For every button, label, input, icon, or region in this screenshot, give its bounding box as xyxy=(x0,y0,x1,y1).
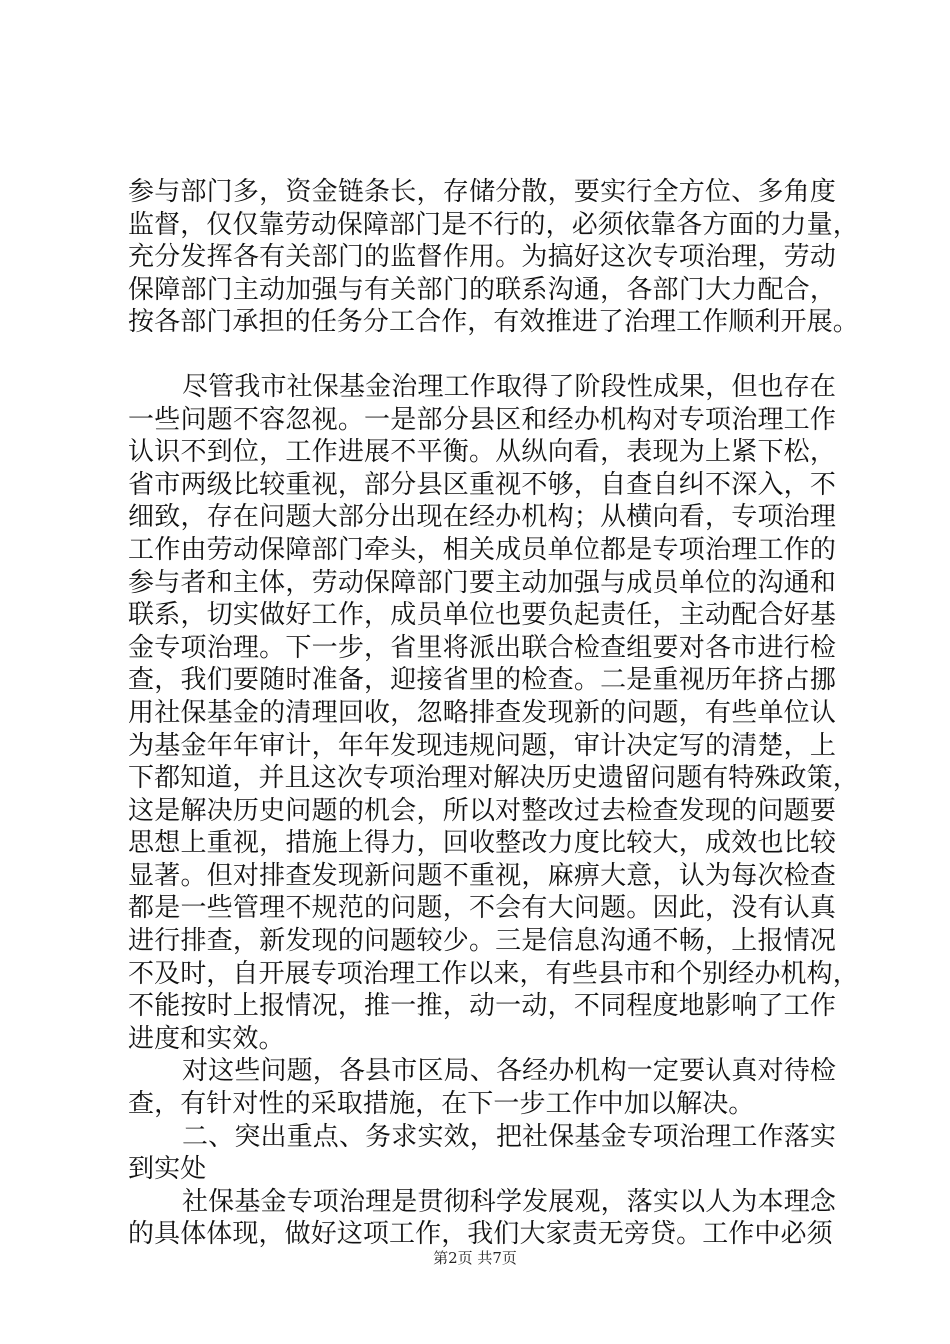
text-line: 细致，存在问题大部分出现在经办机构；从横向看，专项治理 xyxy=(128,502,836,533)
text-line: 都是一些管理不规范的问题，不会有大问题。因此，没有认真 xyxy=(128,893,836,924)
text-line: 省市两级比较重视，部分县区重视不够，自查自纠不深入，不 xyxy=(128,469,836,500)
text-line: 为基金年年审计，年年发现违规问题，审计决定写的清楚，上 xyxy=(128,730,836,761)
text-line: 不能按时上报情况，推一推，动一动，不同程度地影响了工作 xyxy=(128,991,836,1022)
text-line: 进度和实效。 xyxy=(128,1023,285,1054)
text-line: 按各部门承担的任务分工合作，有效推进了治理工作顺利开展。 xyxy=(128,307,859,338)
text-line: 充分发挥各有关部门的监督作用。为搞好这次专项治理，劳动 xyxy=(128,242,836,273)
text-line: 查，我们要随时准备，迎接省里的检查。二是重视历年挤占挪 xyxy=(128,665,836,696)
paragraph xyxy=(128,1055,836,1120)
text-line: 尽管我市社保基金治理工作取得了阶段性成果，但也存在 xyxy=(182,371,836,402)
text-line: 金专项治理。下一步，省里将派出联合检查组要对各市进行检 xyxy=(128,632,836,663)
text-line: 工作由劳动保障部门牵头，相关成员单位都是专项治理工作的 xyxy=(128,534,836,565)
text-line: 查，有针对性的采取措施，在下一步工作中加以解决。 xyxy=(128,1089,755,1120)
text-line: 监督，仅仅靠劳动保障部门是不行的，必须依靠各方面的力量， xyxy=(128,209,859,240)
text-line: 显著。但对排查发现新问题不重视，麻痹大意，认为每次检查 xyxy=(128,860,836,891)
paragraph xyxy=(128,371,859,1055)
text-line: 这是解决历史问题的机会，所以对整改过去检查发现的问题要 xyxy=(128,795,836,826)
text-line: 参与者和主体，劳动保障部门要主动加强与成员单位的沟通和 xyxy=(128,567,836,598)
text-line: 思想上重视，措施上得力，回收整改力度比较大，成效也比较 xyxy=(128,828,836,859)
text-line: 参与部门多，资金链条长，存储分散，要实行全方位、多角度 xyxy=(128,177,836,207)
text-line: 用社保基金的清理回收，忽略排查发现新的问题，有些单位认 xyxy=(128,697,836,728)
text-line: 的具体体现，做好这项工作，我们大家责无旁贷。工作中必须 xyxy=(128,1219,833,1250)
text-line: 下都知道，并且这次专项治理对解决历史遗留问题有特殊政策， xyxy=(128,763,859,794)
text-line: 到实处 xyxy=(128,1154,207,1185)
text-line: 社保基金专项治理是贯彻科学发展观，落实以人为本理念 xyxy=(182,1186,836,1217)
text-line: 一些问题不容忽视。一是部分县区和经办机构对专项治理工作 xyxy=(128,404,836,435)
page-footer: 第2页 共7页 xyxy=(433,1249,517,1267)
text-line: 联系，切实做好工作，成员单位也要负起责任，主动配合好基 xyxy=(128,600,836,631)
paragraph xyxy=(128,176,859,339)
text-line: 对这些问题，各县市区局、各经办机构一定要认真对待检 xyxy=(182,1056,836,1087)
paragraph-gap xyxy=(128,339,836,371)
text-line: 二、突出重点、务求实效，把社保基金专项治理工作落实 xyxy=(182,1121,836,1152)
document-body xyxy=(128,176,859,1251)
paragraph xyxy=(128,1121,836,1186)
text-line: 不及时，自开展专项治理工作以来，有些县市和个别经办机构， xyxy=(128,958,859,989)
text-line: 认识不到位，工作进展不平衡。从纵向看，表现为上紧下松， xyxy=(128,437,836,468)
text-line: 进行排查，新发现的问题较少。三是信息沟通不畅，上报情况 xyxy=(128,926,836,957)
paragraph xyxy=(128,1186,836,1251)
text-line: 保障部门主动加强与有关部门的联系沟通，各部门大力配合， xyxy=(128,274,836,305)
